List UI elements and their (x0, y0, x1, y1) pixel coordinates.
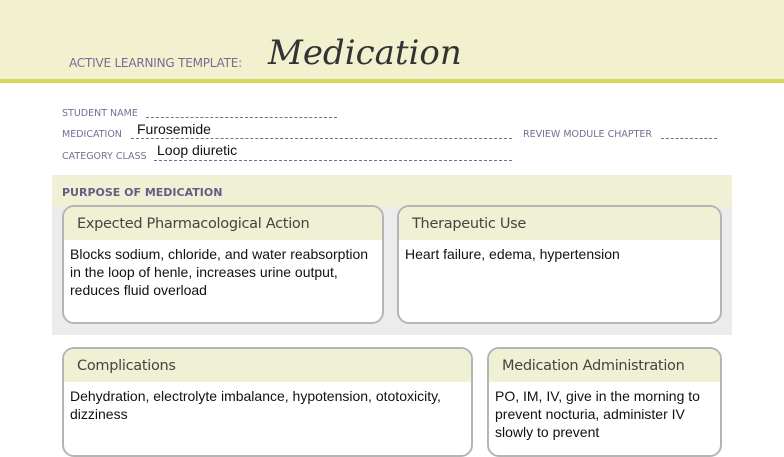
administration-text[interactable]: PO, IM, IV, give in the morning to prevent nocturia, administer IV slowly to prevent (495, 388, 700, 440)
student-name-field[interactable] (146, 117, 337, 118)
action-title: Expected Pharmacological Action (64, 207, 382, 240)
therapeutic-title: Therapeutic Use (399, 207, 720, 240)
review-module-label: REVIEW MODULE CHAPTER (523, 129, 652, 140)
category-label: CATEGORY CLASS (62, 151, 147, 162)
therapeutic-text[interactable]: Heart failure, edema, hypertension (405, 246, 620, 262)
administration-title: Medication Administration (489, 349, 720, 382)
page-title: Medication (268, 33, 462, 73)
category-field[interactable] (154, 160, 512, 161)
action-text[interactable]: Blocks sodium, chloride, and water reabsorption in the loop of henle, increases urine output, reduces fluid overload (70, 246, 369, 298)
complications-text[interactable]: Dehydration, electrolyte imbalance, hypotension, ototoxicity, dizziness (70, 388, 441, 422)
therapeutic-box (397, 205, 722, 324)
header-divider (0, 79, 784, 83)
template-label: ACTIVE LEARNING TEMPLATE: (69, 56, 242, 70)
medication-value: Furosemide (137, 121, 211, 137)
medication-field[interactable] (131, 138, 512, 139)
purpose-label: PURPOSE OF MEDICATION (62, 186, 223, 199)
review-module-field[interactable] (661, 138, 717, 139)
category-value: Loop diuretic (157, 142, 238, 158)
medication-label: MEDICATION (62, 129, 122, 140)
complications-title: Complications (64, 349, 471, 382)
action-box (62, 205, 384, 324)
student-name-label: STUDENT NAME (62, 108, 138, 119)
